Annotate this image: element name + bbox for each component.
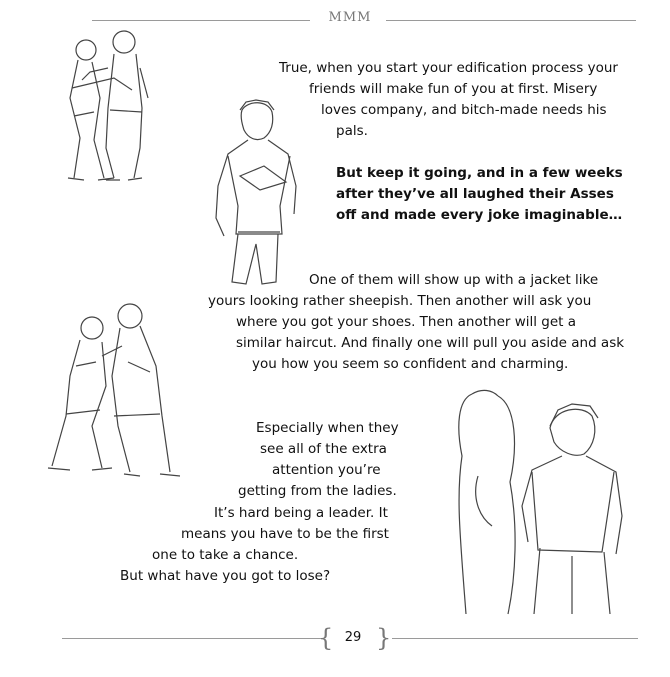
- paragraph-3-line: One of them will show up with a jacket like: [309, 272, 599, 288]
- paragraph-4-line: attention you’re: [272, 462, 381, 478]
- header-title: MMM: [328, 10, 372, 25]
- paragraph-4-line: Especially when they: [256, 420, 399, 436]
- paragraph-3-line: yours looking rather sheepish. Then another will ask you: [208, 293, 592, 309]
- paragraph-3-line: where you got your shoes. Then another will get a: [236, 314, 577, 330]
- paragraph-3-line: similar haircut. And finally one will pull you aside and ask: [236, 335, 625, 351]
- paragraph-4-line: But what have you got to lose?: [120, 568, 331, 584]
- header-rule-left: [92, 20, 310, 21]
- paragraph-2-line: after they’ve all laughed their Asses: [336, 186, 614, 202]
- paragraph-4-line: It’s hard being a leader. It: [214, 505, 388, 521]
- footer-brace-left: {: [318, 624, 334, 652]
- paragraph-4-line: getting from the ladies.: [238, 483, 397, 499]
- footer-rule-right: [392, 638, 638, 639]
- footer-rule-left: [62, 638, 322, 639]
- illustration-confident-man: [198, 96, 310, 292]
- page-number: 29: [344, 630, 362, 645]
- footer-brace-right: }: [376, 624, 392, 652]
- illustration-whispering-men: [40, 296, 190, 482]
- header-rule-right: [386, 20, 636, 21]
- paragraph-3-line: you how you seem so confident and charming.: [252, 356, 569, 372]
- paragraph-1-line: True, when you start your edification process your: [279, 60, 618, 76]
- illustration-couple: [432, 386, 632, 616]
- paragraph-1-line: friends will make fun of you at first. Misery: [309, 81, 598, 97]
- paragraph-2-line: off and made every joke imaginable…: [336, 207, 623, 223]
- paragraph-2-line: But keep it going, and in a few weeks: [336, 165, 623, 181]
- paragraph-4-line: see all of the extra: [260, 441, 387, 457]
- paragraph-4-line: one to take a chance.: [152, 547, 299, 563]
- paragraph-4-line: means you have to be the first: [181, 526, 389, 542]
- paragraph-1-line: pals.: [336, 123, 368, 139]
- paragraph-1-line: loves company, and bitch-made needs his: [321, 102, 607, 118]
- illustration-headlock: [44, 28, 164, 188]
